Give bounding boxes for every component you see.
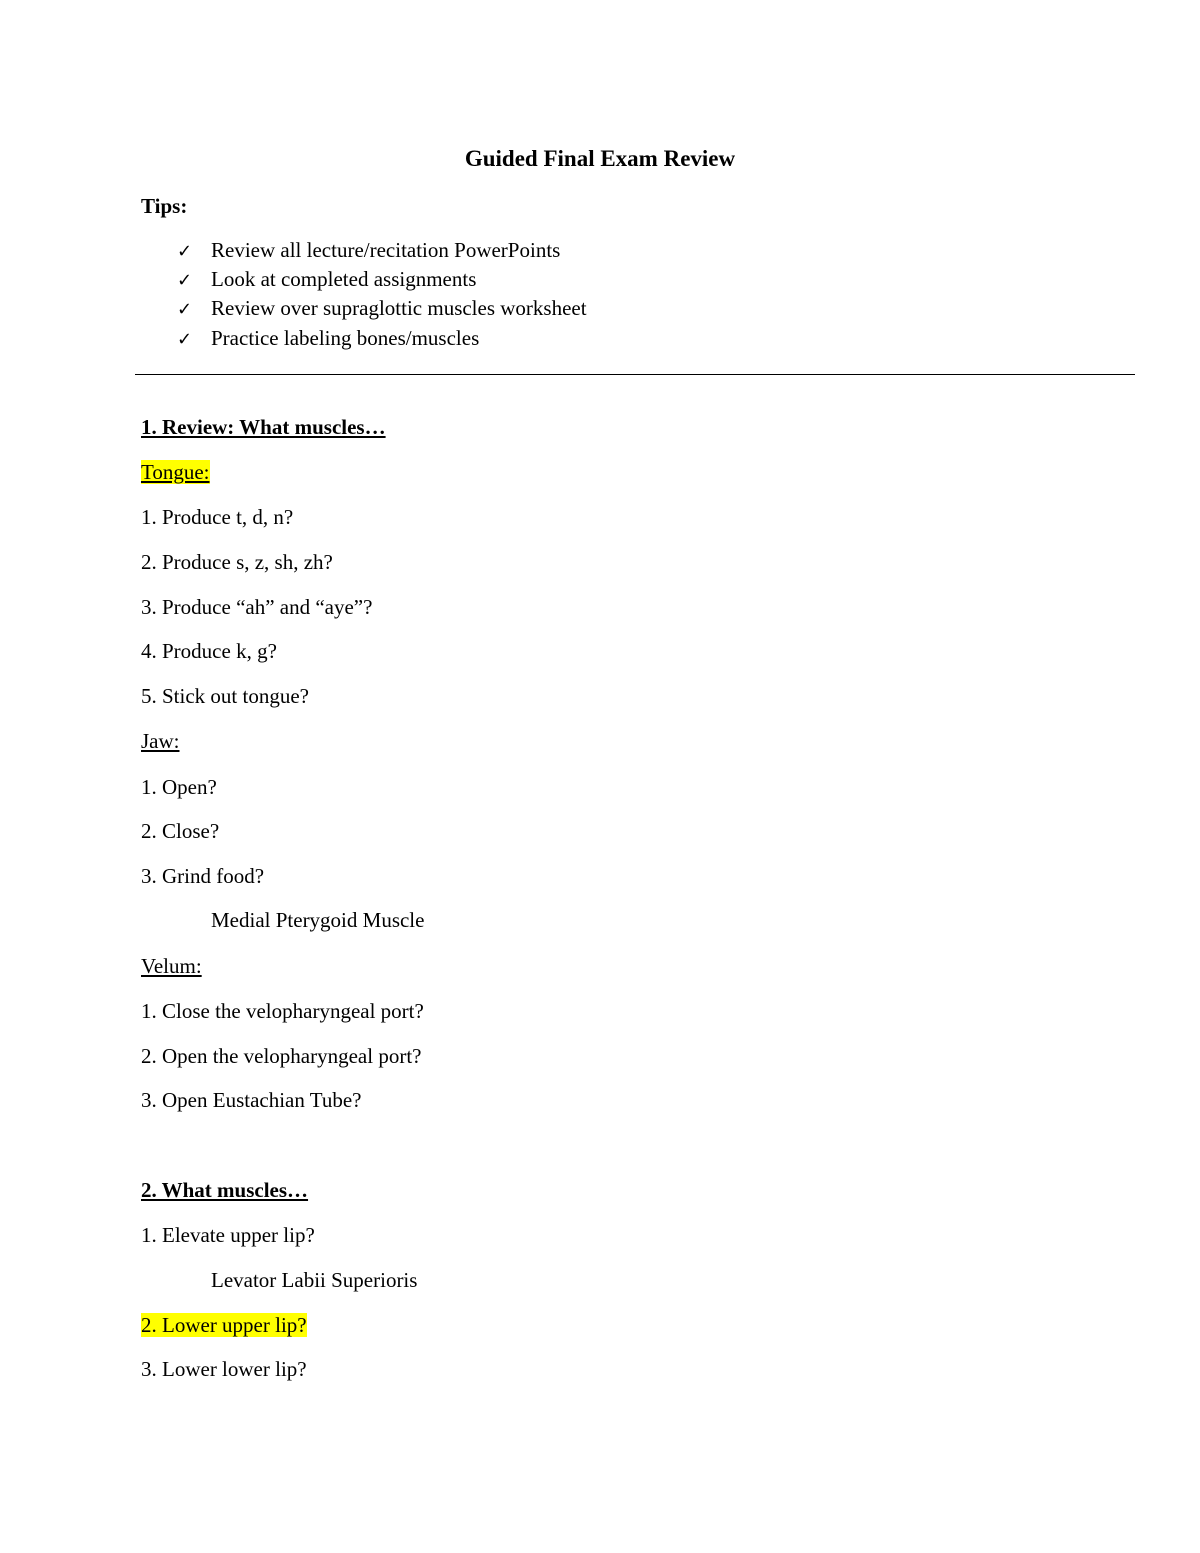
- check-icon: ✓: [177, 270, 193, 291]
- question-item: 1. Elevate upper lip?: [141, 1223, 315, 1247]
- tips-heading: Tips:: [141, 194, 188, 218]
- highlighted-text: 2. Lower upper lip?: [141, 1313, 307, 1337]
- section-2-heading: 2. What muscles…: [141, 1178, 309, 1202]
- question-item: 1. Produce t, d, n?: [141, 505, 294, 529]
- velum-heading: Velum:: [141, 954, 202, 978]
- question-item: 2. Produce s, z, sh, zh?: [141, 550, 333, 574]
- question-item: 1. Open?: [141, 775, 217, 799]
- check-icon: ✓: [177, 329, 193, 350]
- page-title: Guided Final Exam Review: [464, 146, 736, 171]
- question-item: 3. Grind food?: [141, 864, 265, 888]
- question-item: 4. Produce k, g?: [141, 639, 277, 663]
- question-item: 3. Open Eustachian Tube?: [141, 1088, 362, 1112]
- tip-text: Look at completed assignments: [211, 267, 477, 291]
- question-item: 1. Close the velopharyngeal port?: [141, 999, 424, 1023]
- jaw-heading: Jaw:: [141, 729, 180, 753]
- answer-text: Medial Pterygoid Muscle: [211, 908, 425, 932]
- tip-text: Review over supraglottic muscles worksheet: [211, 296, 587, 320]
- tip-text: Practice labeling bones/muscles: [211, 326, 480, 350]
- question-item: [141, 1315, 307, 1336]
- tip-text: Review all lecture/recitation PowerPoints: [211, 238, 561, 262]
- question-item: 3. Lower lower lip?: [141, 1357, 307, 1381]
- check-icon: ✓: [177, 299, 193, 320]
- tip-item: [177, 298, 587, 319]
- tip-item: [177, 328, 479, 349]
- section-1-heading: 1. Review: What muscles…: [141, 415, 386, 439]
- question-item: 2. Close?: [141, 819, 220, 843]
- horizontal-divider: [135, 374, 1135, 375]
- tongue-heading: [141, 462, 210, 483]
- highlighted-text: Tongue:: [141, 460, 210, 484]
- check-icon: ✓: [177, 241, 193, 262]
- question-item: 5. Stick out tongue?: [141, 684, 309, 708]
- question-item: 3. Produce “ah” and “aye”?: [141, 595, 373, 619]
- question-item: 2. Open the velopharyngeal port?: [141, 1044, 422, 1068]
- answer-text: Levator Labii Superioris: [211, 1268, 418, 1292]
- tip-item: [177, 240, 560, 261]
- tip-item: [177, 269, 476, 290]
